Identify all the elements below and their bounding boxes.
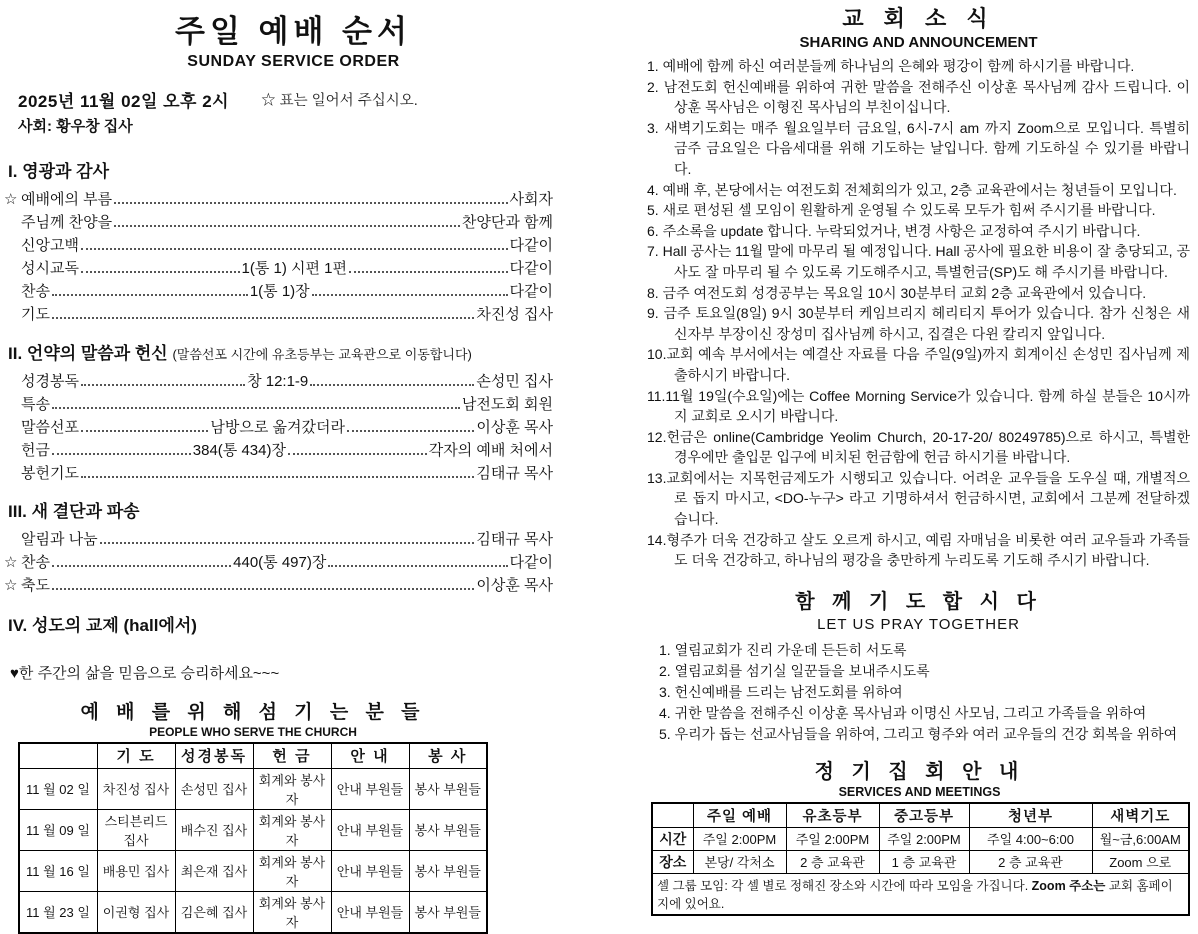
- table-cell: 주일 4:00~6:00: [969, 827, 1092, 850]
- order-item-person: 찬양단과 함께: [461, 214, 553, 231]
- dotted-leader: [81, 430, 208, 432]
- table-cell: 주일 2:00PM: [786, 827, 879, 850]
- prayer-item: 4. 귀한 말씀을 전해주신 이상훈 목사님과 이명신 사모님, 그리고 가족들을 위하여: [659, 704, 1147, 721]
- dotted-leader: [52, 407, 460, 409]
- meetings-title: 정 기 집 회 안 내: [814, 760, 1025, 783]
- announcement-item: 14.형주가 더욱 건강하고 살도 오르게 하시고, 예림 자매님을 비롯한 여러 교우들과 가족들도 더욱 건강하고, 하나님의 평강을 충만하게 누리도록 기도해 주시기 바랍니다.: [647, 531, 1190, 569]
- table-cell: Zoom 으로: [1092, 850, 1189, 873]
- table-header-row: [19, 743, 487, 768]
- order-item: [8, 414, 553, 437]
- order-item: [8, 255, 553, 278]
- table-cell: 회계와 봉사자: [253, 809, 331, 850]
- service-order-panel: [0, 0, 599, 930]
- order-item-person: 이상훈 목사: [476, 577, 553, 594]
- order-item-detail: 1(통 1)장: [249, 283, 310, 300]
- dotted-leader: [328, 565, 507, 567]
- table-cell: 2 층 교육관: [786, 850, 879, 873]
- order-item-name: 찬송: [21, 554, 50, 571]
- table-row: [19, 809, 487, 850]
- announcement-item: 4. 예배 후, 본당에서는 여전도회 전체회의가 있고, 2층 교육관에서는 청년들이 모입니다.: [647, 181, 1177, 198]
- order-list: [8, 368, 553, 483]
- order-item-name: 헌금: [21, 442, 50, 459]
- order-item-person: 각자의 예배 처에서: [428, 442, 554, 459]
- order-item-person: 사회자: [509, 191, 553, 208]
- column-header: 청년부: [969, 803, 1092, 828]
- prayer-section: [647, 585, 1190, 745]
- stand-star-icon: ☆: [4, 554, 18, 571]
- column-header: 새벽기도: [1092, 803, 1189, 828]
- table-cell: 주일 2:00PM: [693, 827, 786, 850]
- announcement-list: [647, 56, 1190, 571]
- dotted-leader: [81, 476, 474, 478]
- table-cell: 이권형 집사: [97, 891, 175, 933]
- announcements-subtitle: SHARING AND ANNOUNCEMENT: [799, 34, 1038, 51]
- announcements-title: 교 회 소 식: [842, 6, 995, 31]
- stand-star-icon: ☆: [4, 191, 18, 208]
- order-item-name: 찬송: [21, 283, 50, 300]
- order-item: [8, 391, 553, 414]
- service-datetime: 2025년 11월 02일 오후 2시: [18, 92, 230, 111]
- table-row: [19, 768, 487, 809]
- dotted-leader: [52, 588, 474, 590]
- dotted-leader: [81, 271, 240, 273]
- dotted-leader: [114, 202, 507, 204]
- table-row: [19, 891, 487, 933]
- order-item-name: 특송: [21, 396, 50, 413]
- prayer-item: 5. 우리가 돕는 선교사님들을 위하여, 그리고 형주와 여러 교우들의 건강 회복을 위하여: [659, 725, 1178, 742]
- stand-note: ☆ 표는 일어서 주십시오.: [261, 93, 418, 109]
- announcement-item: 2. 남전도회 헌신예배를 위하여 귀한 말씀을 전해주신 이상훈 목사님께 감사 드립니다. 이상훈 목사님은 이형진 목사님의 부친이십니다.: [647, 78, 1190, 116]
- order-item-person: 남전도회 회원: [461, 396, 553, 413]
- section-heading-note: (말씀선포 시간에 유초등부는 교육관으로 이동합니다): [172, 347, 472, 362]
- dotted-leader: [52, 317, 474, 319]
- table-cell: 회계와 봉사자: [253, 850, 331, 891]
- announcement-item: 7. Hall 공사는 11월 말에 마무리 될 예정입니다. Hall 공사에 필요한 비용이 잘 충당되고, 공사도 잘 마무리 될 수 있도록 기도해주시고, 특별헌금(SP)도 해 주시기를 바랍니다.: [647, 243, 1190, 280]
- order-item-detail: 384(통 434)장: [192, 442, 286, 459]
- page-subtitle: SUNDAY SERVICE ORDER: [187, 53, 400, 70]
- table-cell: 안내 부원들: [331, 891, 409, 933]
- serve-table-section: [18, 697, 488, 934]
- section-heading-text: II. 언약의 말씀과 헌신: [8, 344, 168, 363]
- column-header: 안 내: [331, 743, 409, 768]
- order-item-name: 예배에의 부름: [21, 191, 113, 208]
- order-item: [8, 526, 553, 549]
- dotted-leader: [52, 565, 231, 567]
- dotted-leader: [114, 225, 460, 227]
- order-item: [8, 301, 553, 324]
- table-cell: 본당/ 각처소: [693, 850, 786, 873]
- column-header: 봉 사: [409, 743, 487, 768]
- table-cell: 봉사 부원들: [409, 850, 487, 891]
- table-cell: 봉사 부원들: [409, 891, 487, 933]
- row-label: 장소: [652, 850, 693, 873]
- table-cell: 주일 2:00PM: [879, 827, 969, 850]
- order-item-name: 말씀선포: [21, 419, 79, 436]
- order-item-person: 김태규 목사: [476, 465, 553, 482]
- dotted-leader: [312, 294, 508, 296]
- table-cell: 1 층 교육관: [879, 850, 969, 873]
- prayer-list: [659, 640, 1190, 745]
- announcement-item: 10.교회 예속 부서에서는 예결산 자료를 다음 주일(9일)까지 회계이신 손성민 집사님께 제출하시기 바랍니다.: [647, 346, 1190, 383]
- order-item-detail: 440(통 497)장: [233, 554, 327, 571]
- table-cell: 배용민 집사: [97, 850, 175, 891]
- order-item: [8, 460, 553, 483]
- announcement-item: 8. 금주 여전도회 성경공부는 목요일 10시 30분부터 교회 2층 교육관에서 있습니다.: [647, 284, 1147, 301]
- prayer-title: 함 께 기 도 합 시 다: [795, 590, 1042, 613]
- cell-group-note-post: 교회 홈페이지에 있어요.: [657, 878, 1173, 911]
- order-item: [4, 186, 553, 209]
- order-item-detail: 남방으로 옮겨갔더라: [210, 419, 345, 436]
- table-cell: 안내 부원들: [331, 850, 409, 891]
- table-cell: 회계와 봉사자: [253, 768, 331, 809]
- cell-group-note-pre: 셀 그룹 모임: 각 셀 별로 정해진 장소와 시간에 따라 모임을 가집니다.: [657, 878, 1032, 893]
- section-word-devotion: [8, 339, 579, 483]
- prayer-subtitle: LET US PRAY TOGETHER: [817, 615, 1020, 633]
- column-header: 중고등부: [879, 803, 969, 828]
- dotted-leader: [288, 453, 427, 455]
- section-heading: [8, 339, 579, 364]
- table-row: [652, 827, 1189, 850]
- order-item-person: 다같이: [509, 283, 554, 300]
- serve-table-title: 예 배 를 위 해 섬 기 는 분 들: [80, 702, 426, 723]
- meetings-table: [651, 802, 1190, 916]
- prayer-item: 3. 헌신예배를 드리는 남전도회를 위하여: [659, 683, 903, 700]
- table-cell: 김은혜 집사: [175, 891, 253, 933]
- dotted-leader: [81, 384, 245, 386]
- table-cell: 월~금,6:00AM: [1092, 827, 1189, 850]
- announcement-item: 5. 새로 편성된 셀 모임이 원활하게 운영될 수 있도록 모두가 힘써 주시기를 바랍니다.: [647, 202, 1156, 219]
- dotted-leader: [310, 384, 474, 386]
- order-item-detail: 창 12:1-9: [247, 373, 309, 390]
- serve-table: [18, 742, 488, 934]
- order-item-person: 김태규 목사: [476, 531, 553, 548]
- dotted-leader: [100, 542, 475, 544]
- table-row: [19, 850, 487, 891]
- prayer-item: 1. 열림교회가 진리 가운데 든든히 서도록: [659, 641, 907, 658]
- order-item: [4, 549, 554, 572]
- announcement-item: 1. 예배에 함께 하신 여러분들께 하나님의 은혜와 평강이 함께 하시기를 바랍니다.: [647, 58, 1135, 74]
- section-commitment-sending: [4, 497, 579, 595]
- order-list: [4, 526, 554, 595]
- dotted-leader: [349, 271, 508, 273]
- table-cell: 안내 부원들: [331, 809, 409, 850]
- order-item-detail: 1(통 1) 시편 1편: [241, 260, 347, 277]
- column-header: 기 도: [97, 743, 175, 768]
- table-cell: 11 월 23 일: [19, 891, 97, 933]
- table-header-row: [652, 803, 1189, 828]
- order-item-name: 성시교독: [21, 260, 79, 277]
- section-heading: I. 영광과 감사: [8, 162, 110, 181]
- dotted-leader: [81, 248, 508, 250]
- section-glory-thanks: [4, 157, 579, 324]
- dotted-leader: [52, 453, 191, 455]
- table-cell: 차진성 집사: [97, 768, 175, 809]
- table-cell: 봉사 부원들: [409, 768, 487, 809]
- dotted-leader: [347, 430, 474, 432]
- table-footer-row: [652, 873, 1189, 915]
- order-item: [8, 278, 553, 301]
- weekly-blessing: ♥한 주간의 삶을 믿음으로 승리하세요~~~: [10, 665, 280, 682]
- table-cell: 안내 부원들: [331, 768, 409, 809]
- order-item-person: 다같이: [509, 260, 553, 277]
- table-cell: 11 월 09 일: [19, 809, 97, 850]
- order-item-person: 다같이: [509, 554, 554, 571]
- stand-star-icon: ☆: [4, 577, 18, 594]
- order-item-name: 주님께 찬양을: [21, 214, 113, 231]
- column-header: 유초등부: [786, 803, 879, 828]
- table-cell: 봉사 부원들: [409, 809, 487, 850]
- order-item-name: 기도: [21, 306, 50, 323]
- order-item-person: 다같이: [509, 237, 553, 254]
- table-cell: 11 월 02 일: [19, 768, 97, 809]
- column-header: 주일 예배: [693, 803, 786, 828]
- page-title: 주일 예배 순서: [175, 14, 412, 49]
- table-cell: 11 월 16 일: [19, 850, 97, 891]
- column-header: 헌 금: [253, 743, 331, 768]
- zoom-address-label: Zoom 주소는: [1031, 878, 1106, 893]
- meetings-subtitle: SERVICES AND MEETINGS: [838, 784, 1001, 799]
- announcement-item: 6. 주소록을 update 합니다. 누락되었거나, 변경 사항은 교정하여 주시기 바랍니다.: [647, 222, 1141, 239]
- announcements-panel: [599, 0, 1198, 911]
- column-header: [19, 743, 97, 768]
- service-meta: [18, 87, 579, 112]
- order-item-name: 알림과 나눔: [21, 531, 98, 548]
- section-fellowship: [8, 611, 579, 636]
- announcement-item: 9. 금주 토요일(8일) 9시 30분부터 케임브리지 헤리티지 투어가 있습니다. 참가 신청은 새신자부 부장이신 장성미 집사님께 하시고, 집결은 다윈 칼리지 앞입니다.: [647, 305, 1190, 342]
- order-item: [8, 232, 553, 255]
- table-cell: 2 층 교육관: [969, 850, 1092, 873]
- meetings-section: [651, 755, 1188, 916]
- column-header: 성경봉독: [175, 743, 253, 768]
- section-heading: III. 새 결단과 파송: [8, 502, 140, 521]
- serve-table-subtitle: PEOPLE WHO SERVE THE CHURCH: [149, 725, 357, 739]
- announcement-item: 11.11월 19일(수요일)에는 Coffee Morning Service가 있습니다. 함께 하실 분들은 10시까지 교회로 오시기 바랍니다.: [647, 387, 1190, 425]
- row-label: 시간: [652, 827, 693, 850]
- prayer-item: 2. 열림교회를 섬기실 일꾼들을 보내주시도록: [659, 662, 930, 679]
- moderator-line: 사회: 황우창 집사: [18, 118, 133, 135]
- order-item: [4, 572, 553, 595]
- announcement-item: 3. 새벽기도회는 매주 월요일부터 금요일, 6시-7시 am 까지 Zoom으로 모입니다. 특별히 금주 금요일은 다음세대를 위해 기도하는 날입니다. 함께 기도하실 수 있기를 바랍니다.: [647, 119, 1190, 177]
- dotted-leader: [52, 294, 248, 296]
- section-heading: IV. 성도의 교제 (hall에서): [8, 616, 197, 635]
- order-item-name: 봉헌기도: [21, 465, 79, 482]
- table-row: [652, 850, 1189, 873]
- order-item-person: 손성민 집사: [476, 373, 554, 390]
- order-list: [4, 186, 554, 324]
- table-cell: 손성민 집사: [175, 768, 253, 809]
- table-cell: 배수진 집사: [175, 809, 253, 850]
- table-cell: 회계와 봉사자: [253, 891, 331, 933]
- order-item-person: 차진성 집사: [476, 306, 553, 323]
- order-item-name: 축도: [21, 577, 50, 594]
- column-header: [652, 803, 693, 828]
- order-item-name: 성경봉독: [21, 373, 79, 390]
- order-item-name: 신앙고백: [21, 237, 79, 254]
- order-item: [8, 209, 553, 232]
- announcement-item: 12.헌금은 online(Cambridge Yeolim Church, 20-17-20/ 80249785)으로 하시고, 특별한 경우에만 출입문 입구에 비치된 헌금함에 헌금 하시기를 바랍니다.: [647, 428, 1190, 466]
- order-item-person: 이상훈 목사: [476, 419, 553, 436]
- table-cell: 최은재 집사: [175, 850, 253, 891]
- table-cell: 스티븐리드집사: [97, 809, 175, 850]
- order-item: [8, 437, 553, 460]
- announcement-item: 13.교회에서는 지목헌금제도가 시행되고 있습니다. 어려운 교우들을 도우실 때, 개별적으로 돕지 마시고, <DO-누구> 라고 기명하셔서 헌금하시면, 교회에서 그분께 전달하겠습니다.: [647, 469, 1190, 528]
- cell-group-note: [652, 873, 1189, 915]
- order-item: [8, 368, 553, 391]
